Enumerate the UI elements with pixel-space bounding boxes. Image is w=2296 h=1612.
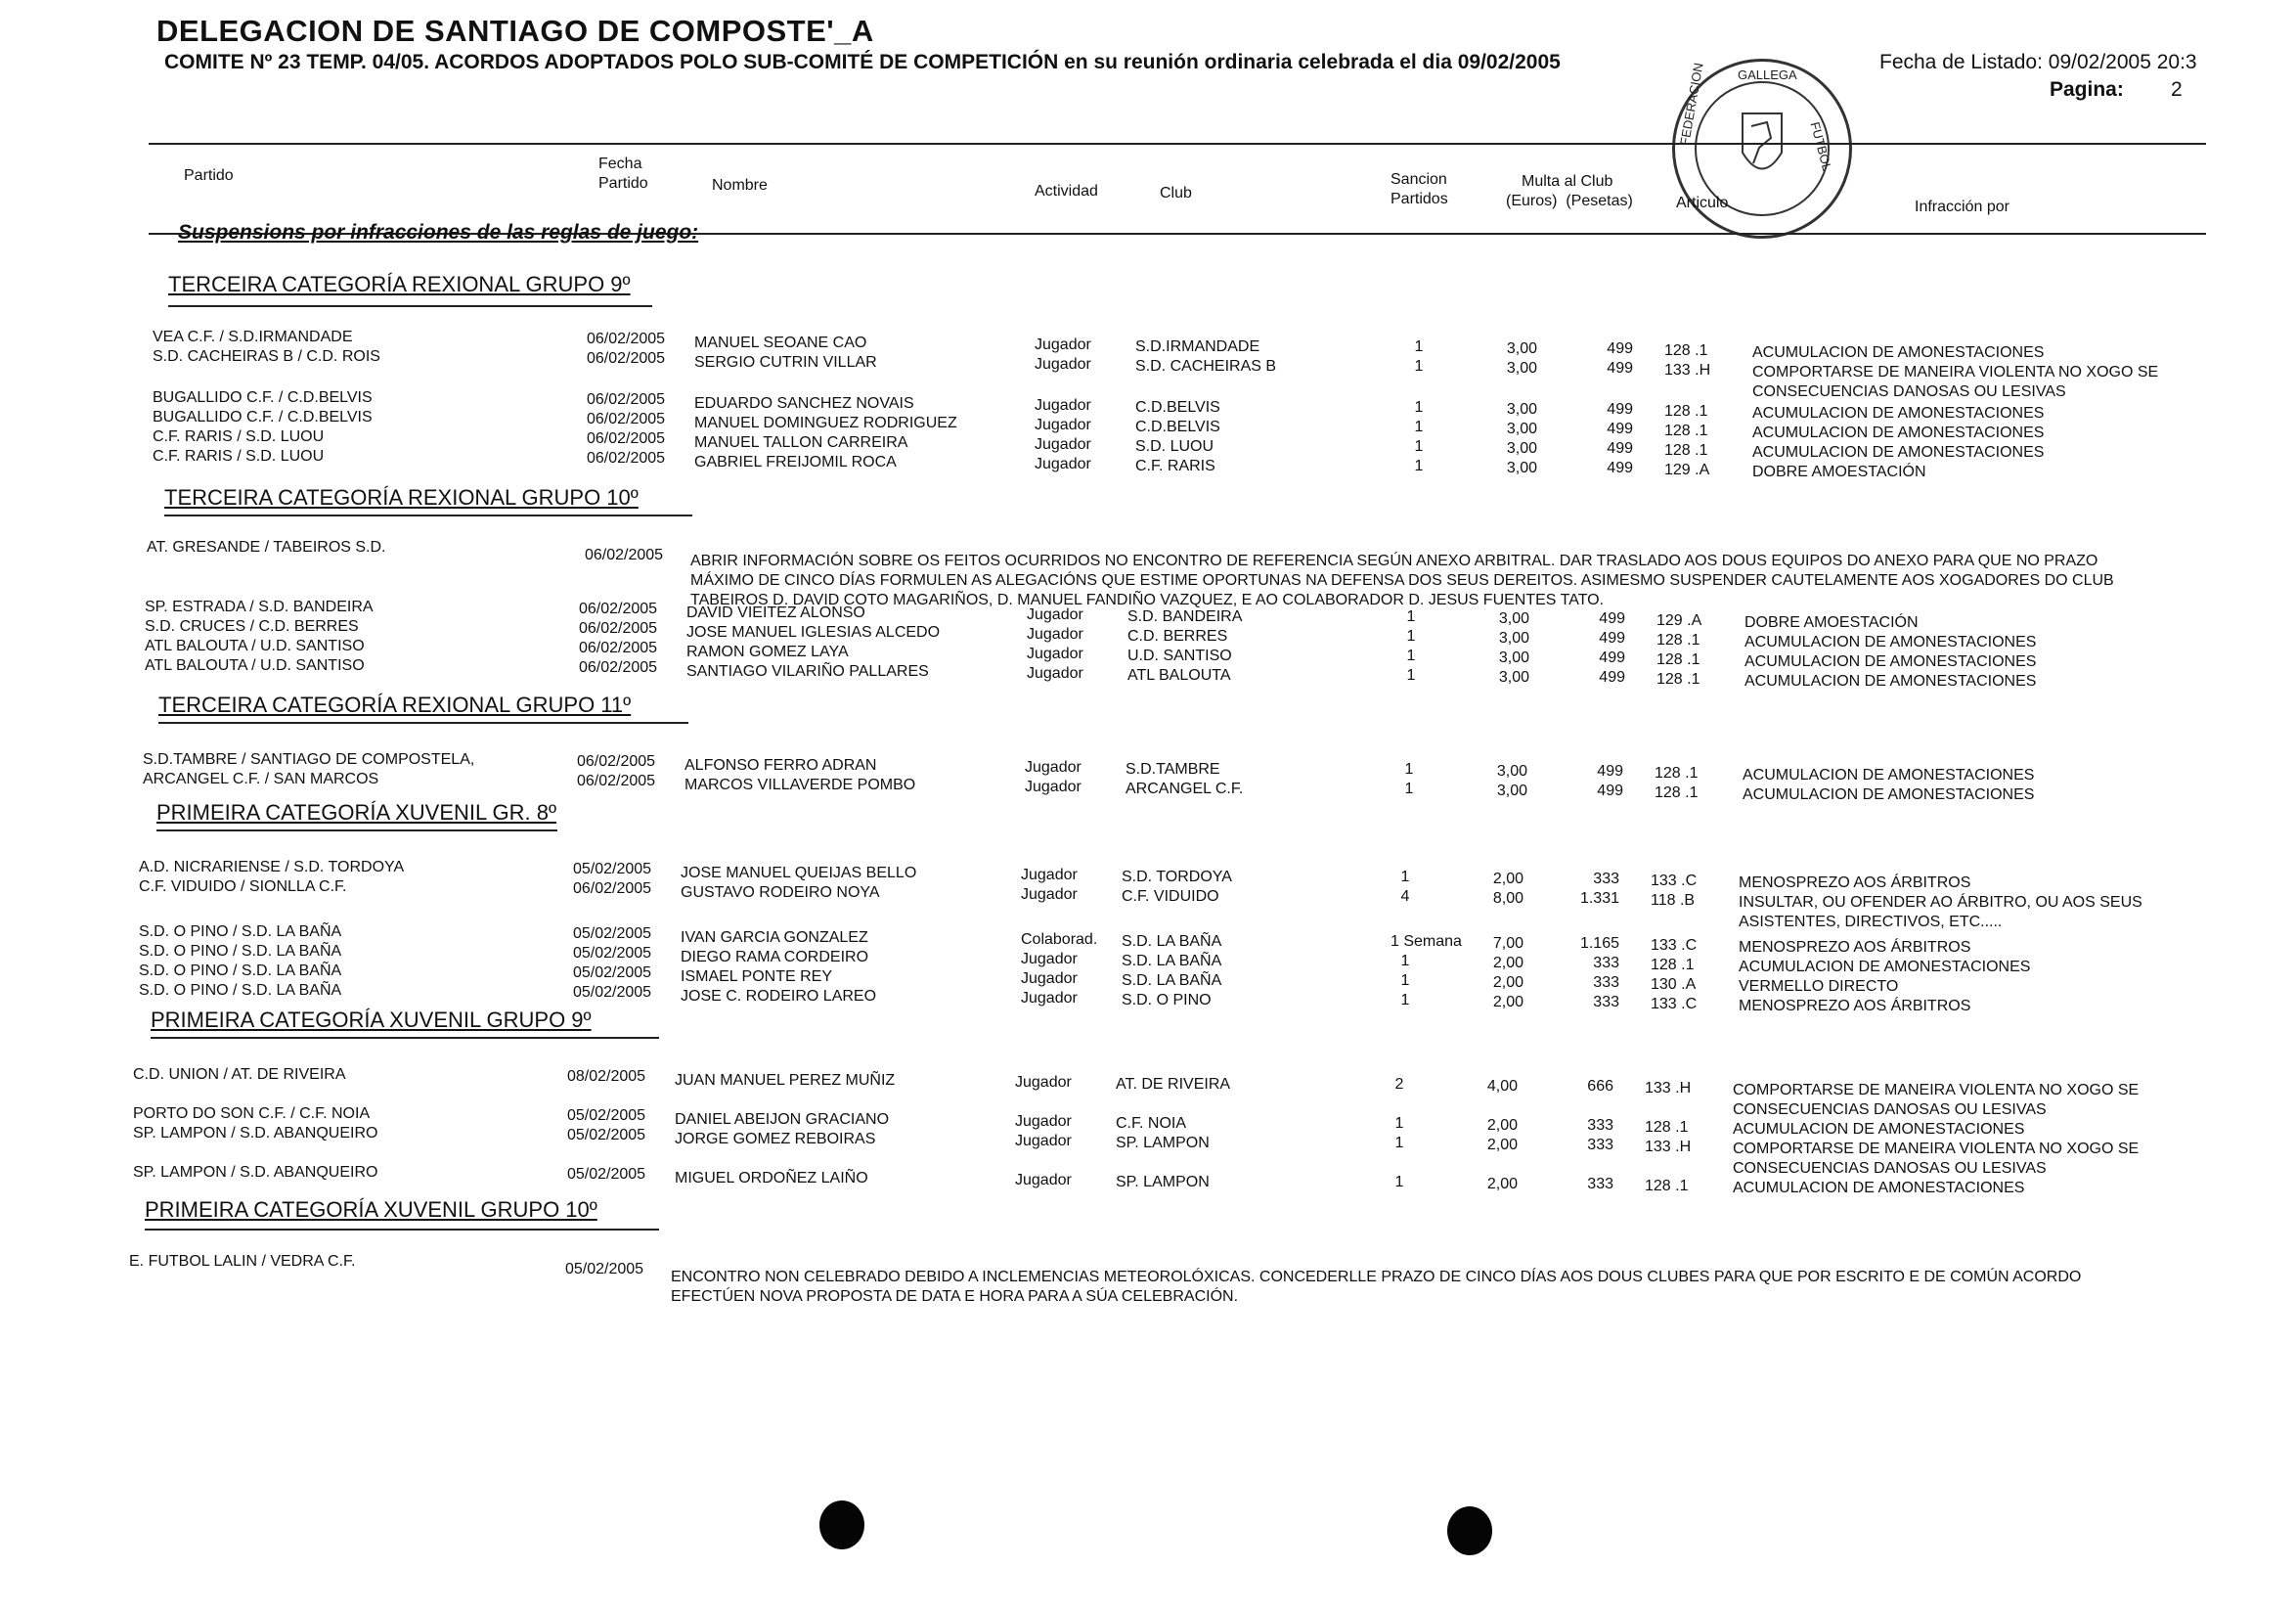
note-line: TABEIROS D. DAVID COTO MAGARIÑOS, D. MANUEL FANDIÑO VAZQUEZ, E AO COLABORADOR D. JESUS FUENTES TATO. — [690, 592, 1605, 608]
row-infraccion: VERMELLO DIRECTO — [1739, 978, 1899, 995]
row-fecha: 06/02/2005 — [579, 659, 658, 676]
row-actividad: Jugador — [1021, 951, 1078, 967]
row-actividad: Jugador — [1015, 1133, 1072, 1149]
note-line: ENCONTRO NON CELEBRADO DEBIDO A INCLEMENCIAS METEOROLÓXICAS. CONCEDERLLE PRAZO DE CINCO DÍAS AOS DOUS CLUBES PARA QUE POR ESCRITO E DE COMÚN ACORDO — [671, 1269, 2082, 1285]
row-fecha: 06/02/2005 — [579, 640, 658, 656]
row-fecha: 05/02/2005 — [573, 984, 652, 1001]
row-sancion: 1 — [1406, 667, 1416, 684]
row-multa-pesetas: 499 — [1599, 610, 1625, 627]
row-sancion: 1 — [1400, 869, 1410, 885]
row-sancion: 1 — [1406, 628, 1416, 645]
row-nombre: GUSTAVO RODEIRO NOYA — [681, 884, 880, 901]
row-multa-euros: 2,00 — [1492, 955, 1523, 971]
row-articulo: 128 .1 — [1655, 765, 1699, 782]
row-articulo: 128 .1 — [1645, 1119, 1689, 1136]
row-multa-pesetas: 499 — [1599, 630, 1625, 647]
section-title-rule — [168, 305, 652, 307]
row-infraccion: MENOSPREZO AOS ÁRBITROS — [1739, 939, 1971, 956]
section-title-rule — [145, 1229, 659, 1231]
note-partido: AT. GRESANDE / TABEIROS S.D. — [147, 539, 386, 556]
row-multa-pesetas: 499 — [1597, 763, 1623, 780]
row-multa-pesetas: 499 — [1599, 669, 1625, 686]
row-partido: ARCANGEL C.F. / SAN MARCOS — [143, 771, 379, 787]
row-infraccion-continued: CONSECUENCIAS DANOSAS OU LESIVAS — [1733, 1101, 2047, 1118]
row-multa-euros: 2,00 — [1486, 1137, 1518, 1153]
row-sancion: 1 — [1414, 358, 1424, 375]
row-fecha: 05/02/2005 — [573, 945, 652, 962]
row-articulo: 118 .B — [1651, 892, 1696, 909]
row-nombre: MANUEL TALLON CARREIRA — [694, 434, 908, 451]
row-club: U.D. SANTISO — [1127, 648, 1232, 664]
row-partido: BUGALLIDO C.F. / C.D.BELVIS — [153, 389, 373, 406]
row-actividad: Jugador — [1015, 1172, 1072, 1188]
row-infraccion: ACUMULACION DE AMONESTACIONES — [1743, 786, 2035, 803]
row-partido: S.D. CRUCES / C.D. BERRES — [145, 618, 359, 635]
stamp-text-top: GALLEGA — [1738, 67, 1797, 82]
row-sancion: 1 — [1414, 438, 1424, 455]
row-actividad: Jugador — [1035, 336, 1091, 353]
row-sancion: 1 Semana — [1391, 933, 1462, 950]
row-partido: S.D. O PINO / S.D. LA BAÑA — [139, 943, 342, 960]
row-multa-euros: 3,00 — [1506, 460, 1537, 476]
row-infraccion: ACUMULACION DE AMONESTACIONES — [1752, 405, 2045, 422]
row-multa-pesetas: 499 — [1597, 783, 1623, 799]
row-sancion: 2 — [1394, 1076, 1404, 1093]
row-club: SP. LAMPON — [1116, 1174, 1210, 1190]
row-sancion: 4 — [1400, 888, 1410, 905]
row-infraccion: ACUMULACION DE AMONESTACIONES — [1733, 1121, 2025, 1138]
col-actividad: Actividad — [1035, 183, 1098, 200]
row-club: C.D.BELVIS — [1135, 399, 1220, 416]
row-multa-euros: 3,00 — [1496, 783, 1527, 799]
row-partido: C.F. RARIS / S.D. LUOU — [153, 428, 325, 445]
document-title: DELEGACION DE SANTIAGO DE COMPOSTE'_A — [156, 14, 874, 48]
row-partido: C.F. RARIS / S.D. LUOU — [153, 448, 325, 465]
row-multa-pesetas: 333 — [1587, 1137, 1613, 1153]
row-multa-pesetas: 499 — [1607, 460, 1633, 476]
row-club: SP. LAMPON — [1116, 1135, 1210, 1151]
row-club: S.D. CACHEIRAS B — [1135, 358, 1277, 375]
row-partido: BUGALLIDO C.F. / C.D.BELVIS — [153, 409, 373, 425]
row-multa-pesetas: 499 — [1607, 340, 1633, 357]
row-club: C.F. RARIS — [1135, 458, 1215, 474]
row-nombre: ALFONSO FERRO ADRAN — [684, 757, 877, 774]
row-fecha: 08/02/2005 — [567, 1068, 646, 1085]
row-sancion: 1 — [1400, 992, 1410, 1008]
row-actividad: Jugador — [1027, 665, 1083, 682]
row-nombre: MANUEL DOMINGUEZ RODRIGUEZ — [694, 415, 957, 431]
row-partido: S.D.TAMBRE / SANTIAGO DE COMPOSTELA, — [143, 751, 475, 768]
row-infraccion: INSULTAR, OU OFENDER AO ÁRBITRO, OU AOS SEUS — [1739, 894, 2142, 911]
row-fecha: 05/02/2005 — [567, 1127, 646, 1143]
row-multa-pesetas: 666 — [1587, 1078, 1613, 1095]
row-club: S.D. O PINO — [1122, 992, 1212, 1008]
row-infraccion-continued: ASISTENTES, DIRECTIVOS, ETC..... — [1739, 914, 2003, 930]
row-sancion: 1 — [1404, 781, 1414, 797]
row-articulo: 133 .C — [1651, 996, 1698, 1012]
row-fecha: 05/02/2005 — [567, 1166, 646, 1183]
row-infraccion: ACUMULACION DE AMONESTACIONES — [1744, 673, 2037, 690]
row-fecha: 06/02/2005 — [579, 620, 658, 637]
row-actividad: Colaborad. — [1021, 931, 1098, 948]
row-fecha: 06/02/2005 — [577, 753, 656, 770]
col-sancion-1: Sancion — [1391, 171, 1447, 188]
row-partido: C.F. VIDUIDO / SIONLLA C.F. — [139, 878, 347, 895]
row-partido: S.D. O PINO / S.D. LA BAÑA — [139, 963, 342, 979]
page-number: 2 — [2171, 78, 2183, 101]
row-multa-pesetas: 333 — [1593, 994, 1619, 1010]
row-infraccion: ACUMULACION DE AMONESTACIONES — [1743, 767, 2035, 784]
row-infraccion: DOBRE AMOESTACIÓN — [1744, 614, 1919, 631]
row-multa-pesetas: 333 — [1587, 1176, 1613, 1192]
punch-hole — [819, 1500, 864, 1549]
row-multa-euros: 2,00 — [1486, 1176, 1518, 1192]
row-multa-euros: 3,00 — [1506, 340, 1537, 357]
row-nombre: EDUARDO SANCHEZ NOVAIS — [694, 395, 914, 412]
row-infraccion: ACUMULACION DE AMONESTACIONES — [1752, 344, 2045, 361]
row-articulo: 128 .1 — [1664, 342, 1708, 359]
row-articulo: 133 .C — [1651, 873, 1698, 889]
row-fecha: 06/02/2005 — [587, 350, 666, 367]
row-sancion: 1 — [1414, 458, 1424, 474]
note-partido: E. FUTBOL LALIN / VEDRA C.F. — [129, 1253, 356, 1270]
row-partido: S.D. O PINO / S.D. LA BAÑA — [139, 923, 342, 940]
col-multa-1: Multa al Club — [1522, 173, 1613, 190]
row-club: S.D. LA BAÑA — [1122, 972, 1222, 989]
row-infraccion: MENOSPREZO AOS ÁRBITROS — [1739, 998, 1971, 1014]
row-fecha: 06/02/2005 — [579, 601, 658, 617]
suspensions-title: Suspensions por infracciones de las reglas de juego: — [178, 221, 699, 244]
section-title-rule — [164, 515, 692, 516]
row-multa-euros: 3,00 — [1506, 401, 1537, 418]
row-articulo: 128 .1 — [1664, 423, 1708, 439]
row-infraccion: MENOSPREZO AOS ÁRBITROS — [1739, 874, 1971, 891]
row-partido: ATL BALOUTA / U.D. SANTISO — [145, 638, 365, 654]
row-actividad: Jugador — [1035, 417, 1091, 433]
row-nombre: JORGE GOMEZ REBOIRAS — [675, 1131, 876, 1147]
row-articulo: 128 .1 — [1656, 651, 1700, 668]
col-partido: Partido — [184, 167, 234, 184]
row-sancion: 1 — [1414, 399, 1424, 416]
row-club: C.F. VIDUIDO — [1122, 888, 1219, 905]
row-multa-pesetas: 499 — [1607, 401, 1633, 418]
row-infraccion: COMPORTARSE DE MANEIRA VIOLENTA NO XOGO SE — [1733, 1141, 2140, 1157]
section-title-rule — [158, 722, 688, 724]
row-sancion: 1 — [1404, 761, 1414, 778]
row-actividad: Jugador — [1015, 1074, 1072, 1091]
row-infraccion: DOBRE AMOESTACIÓN — [1752, 464, 1926, 480]
row-nombre: DANIEL ABEIJON GRACIANO — [675, 1111, 890, 1128]
row-club: S.D. BANDEIRA — [1127, 608, 1243, 625]
row-fecha: 06/02/2005 — [573, 880, 652, 897]
row-multa-euros: 3,00 — [1506, 421, 1537, 437]
row-club: C.F. NOIA — [1116, 1115, 1187, 1132]
row-multa-pesetas: 1.165 — [1579, 935, 1619, 952]
row-fecha: 06/02/2005 — [587, 411, 666, 427]
section-title: TERCEIRA CATEGORÍA REXIONAL GRUPO 11º — [158, 693, 632, 717]
row-infraccion: ACUMULACION DE AMONESTACIONES — [1744, 653, 2037, 670]
col-infraccion: Infracción por — [1915, 199, 2009, 215]
row-fecha: 06/02/2005 — [587, 450, 666, 467]
row-actividad: Jugador — [1027, 606, 1083, 623]
row-sancion: 1 — [1394, 1115, 1404, 1132]
row-club: C.D.BELVIS — [1135, 419, 1220, 435]
row-sancion: 1 — [1394, 1135, 1404, 1151]
row-sancion: 1 — [1400, 953, 1410, 969]
row-infraccion: ACUMULACION DE AMONESTACIONES — [1752, 444, 2045, 461]
row-multa-pesetas: 499 — [1607, 360, 1633, 377]
row-infraccion: COMPORTARSE DE MANEIRA VIOLENTA NO XOGO SE — [1752, 364, 2159, 381]
row-multa-euros: 7,00 — [1492, 935, 1523, 952]
section-title-rule — [156, 829, 557, 831]
row-fecha: 05/02/2005 — [573, 861, 652, 877]
row-nombre: GABRIEL FREIJOMIL ROCA — [694, 454, 897, 470]
row-articulo: 128 .1 — [1664, 442, 1708, 459]
row-nombre: ISMAEL PONTE REY — [681, 968, 832, 985]
row-partido: S.D. O PINO / S.D. LA BAÑA — [139, 982, 342, 999]
row-articulo: 133 .H — [1645, 1080, 1692, 1097]
row-partido: ATL BALOUTA / U.D. SANTISO — [145, 657, 365, 674]
row-infraccion: ACUMULACION DE AMONESTACIONES — [1739, 959, 2031, 975]
section-title: TERCEIRA CATEGORÍA REXIONAL GRUPO 9º — [168, 272, 631, 296]
row-partido: S.D. CACHEIRAS B / C.D. ROIS — [153, 348, 380, 365]
row-nombre: DIEGO RAMA CORDEIRO — [681, 949, 869, 965]
row-fecha: 06/02/2005 — [587, 331, 666, 347]
row-articulo: 128 .1 — [1656, 632, 1700, 649]
row-articulo: 129 .A — [1656, 612, 1702, 629]
section-title: PRIMEIRA CATEGORÍA XUVENIL GRUPO 10º — [145, 1197, 597, 1222]
row-club: S.D.IRMANDADE — [1135, 338, 1260, 355]
col-fecha-2: Partido — [598, 175, 648, 192]
row-sancion: 1 — [1400, 972, 1410, 989]
row-sancion: 1 — [1406, 648, 1416, 664]
row-actividad: Jugador — [1027, 646, 1083, 662]
row-partido: PORTO DO SON C.F. / C.F. NOIA — [133, 1105, 371, 1122]
row-actividad: Jugador — [1035, 436, 1091, 453]
row-nombre: SANTIAGO VILARIÑO PALLARES — [686, 663, 929, 680]
row-club: C.D. BERRES — [1127, 628, 1228, 645]
row-infraccion-continued: CONSECUENCIAS DANOSAS OU LESIVAS — [1752, 383, 2066, 400]
row-fecha: 06/02/2005 — [577, 773, 656, 789]
row-actividad: Jugador — [1021, 990, 1078, 1007]
col-fecha-1: Fecha — [598, 156, 642, 172]
col-sancion-2: Partidos — [1391, 191, 1448, 207]
row-multa-euros: 3,00 — [1506, 440, 1537, 457]
row-articulo: 133 .H — [1664, 362, 1711, 379]
document-subtitle: COMITE Nº 23 TEMP. 04/05. ACORDOS ADOPTADOS POLO SUB-COMITÉ DE COMPETICIÓN en su reunión ordinaria celebrada el dia 09/02/2005 — [164, 51, 1561, 73]
col-nombre: Nombre — [712, 177, 768, 194]
col-multa-2: (Euros) (Pesetas) — [1506, 193, 1633, 209]
row-partido: VEA C.F. / S.D.IRMANDADE — [153, 329, 353, 345]
row-partido: A.D. NICRARIENSE / S.D. TORDOYA — [139, 859, 405, 875]
row-multa-euros: 2,00 — [1492, 974, 1523, 991]
row-infraccion: ACUMULACION DE AMONESTACIONES — [1752, 425, 2045, 441]
row-sancion: 1 — [1414, 419, 1424, 435]
row-club: AT. DE RIVEIRA — [1116, 1076, 1231, 1093]
row-partido: SP. LAMPON / S.D. ABANQUEIRO — [133, 1125, 378, 1142]
row-club: S.D. LA BAÑA — [1122, 953, 1222, 969]
row-articulo: 128 .1 — [1656, 671, 1700, 688]
table-row — [145, 657, 2198, 696]
note-fecha: 05/02/2005 — [565, 1261, 644, 1277]
row-sancion: 1 — [1414, 338, 1424, 355]
row-multa-pesetas: 499 — [1599, 649, 1625, 666]
row-multa-euros: 2,00 — [1492, 871, 1523, 887]
table-row — [153, 448, 2206, 487]
row-multa-euros: 4,00 — [1486, 1078, 1518, 1095]
row-infraccion: COMPORTARSE DE MANEIRA VIOLENTA NO XOGO SE — [1733, 1082, 2140, 1098]
row-multa-euros: 3,00 — [1506, 360, 1537, 377]
row-club: ARCANGEL C.F. — [1126, 781, 1244, 797]
row-actividad: Jugador — [1025, 779, 1082, 795]
listing-date: Fecha de Listado: 09/02/2005 20:3 — [1879, 51, 2197, 73]
stamp-text-left: FEDERACION — [1677, 62, 1706, 147]
section-title: PRIMEIRA CATEGORÍA XUVENIL GRUPO 9º — [151, 1008, 592, 1032]
row-multa-euros: 3,00 — [1496, 763, 1527, 780]
row-multa-euros: 3,00 — [1498, 669, 1529, 686]
row-club: S.D. TORDOYA — [1122, 869, 1232, 885]
row-articulo: 133 .C — [1651, 937, 1698, 954]
row-club: ATL BALOUTA — [1127, 667, 1231, 684]
col-club: Club — [1160, 185, 1192, 202]
row-multa-euros: 2,00 — [1492, 994, 1523, 1010]
row-actividad: Jugador — [1025, 759, 1082, 776]
row-nombre: JUAN MANUEL PEREZ MUÑIZ — [675, 1072, 896, 1089]
row-multa-pesetas: 1.331 — [1579, 890, 1619, 907]
row-actividad: Jugador — [1021, 970, 1078, 987]
row-multa-euros: 3,00 — [1498, 630, 1529, 647]
row-nombre: JOSE C. RODEIRO LAREO — [681, 988, 877, 1005]
row-nombre: JOSE MANUEL IGLESIAS ALCEDO — [686, 624, 941, 641]
table-row — [139, 878, 2192, 930]
row-multa-euros: 8,00 — [1492, 890, 1523, 907]
row-sancion: 1 — [1406, 608, 1416, 625]
row-sancion: 1 — [1394, 1174, 1404, 1190]
row-infraccion-continued: CONSECUENCIAS DANOSAS OU LESIVAS — [1733, 1160, 2047, 1177]
row-multa-euros: 3,00 — [1498, 610, 1529, 627]
note-line: MÁXIMO DE CINCO DÍAS FORMULEN AS ALEGACIÓNS QUE ESTIME OPORTUNAS NA DEFENSA DOS SEUS DEREITOS. ASIMESMO SUSPENDER CAUTELAMENTE AOS XOGADORES DO CLUB — [690, 572, 2114, 589]
row-articulo: 128 .1 — [1645, 1178, 1689, 1194]
row-club: S.D.TAMBRE — [1126, 761, 1220, 778]
row-multa-pesetas: 333 — [1593, 871, 1619, 887]
note-line: ABRIR INFORMACIÓN SOBRE OS FEITOS OCURRIDOS NO ENCONTRO DE REFERENCIA SEGÚN ANEXO ARBITRAL. DAR TRASLADO AOS DOUS EQUIPOS DO ANEXO PARA QUE NO PRAZO — [690, 553, 2098, 569]
row-partido: C.D. UNION / AT. DE RIVEIRA — [133, 1066, 346, 1083]
row-nombre: MARCOS VILLAVERDE POMBO — [684, 777, 916, 793]
row-actividad: Jugador — [1021, 886, 1078, 903]
section-title-rule — [151, 1037, 659, 1039]
row-nombre: RAMON GOMEZ LAYA — [686, 644, 849, 660]
row-actividad: Jugador — [1027, 626, 1083, 643]
row-nombre: JOSE MANUEL QUEIJAS BELLO — [681, 865, 917, 881]
row-multa-euros: 3,00 — [1498, 649, 1529, 666]
row-club: S.D. LA BAÑA — [1122, 933, 1222, 950]
row-multa-pesetas: 499 — [1607, 440, 1633, 457]
row-infraccion: ACUMULACION DE AMONESTACIONES — [1744, 634, 2037, 650]
row-fecha: 06/02/2005 — [587, 430, 666, 447]
row-fecha: 05/02/2005 — [573, 925, 652, 942]
row-articulo: 130 .A — [1651, 976, 1697, 993]
row-nombre: DAVID VIEITEZ ALONSO — [686, 604, 865, 621]
row-articulo: 128 .1 — [1651, 957, 1695, 973]
row-nombre: IVAN GARCIA GONZALEZ — [681, 929, 868, 946]
row-multa-pesetas: 333 — [1593, 974, 1619, 991]
row-articulo: 128 .1 — [1655, 784, 1699, 801]
section-title: PRIMEIRA CATEGORÍA XUVENIL GR. 8º — [156, 800, 557, 825]
row-nombre: MIGUEL ORDOÑEZ LAIÑO — [675, 1170, 868, 1187]
row-articulo: 133 .H — [1645, 1139, 1692, 1155]
row-multa-pesetas: 333 — [1593, 955, 1619, 971]
row-actividad: Jugador — [1035, 456, 1091, 472]
row-nombre: MANUEL SEOANE CAO — [694, 335, 867, 351]
note-fecha: 06/02/2005 — [585, 547, 664, 563]
stamp-text-right: FUTBOL — [1807, 120, 1835, 173]
row-club: S.D. LUOU — [1135, 438, 1214, 455]
note-line: EFECTÚEN NOVA PROPOSTA DE DATA E HORA PARA A SÚA CELEBRACIÓN. — [671, 1288, 1239, 1305]
row-actividad: Jugador — [1021, 867, 1078, 883]
row-fecha: 06/02/2005 — [587, 391, 666, 408]
section-title: TERCEIRA CATEGORÍA REXIONAL GRUPO 10º — [164, 485, 639, 510]
row-articulo: 129 .A — [1664, 462, 1710, 478]
row-actividad: Jugador — [1035, 397, 1091, 414]
row-actividad: Jugador — [1035, 356, 1091, 373]
row-fecha: 05/02/2005 — [573, 964, 652, 981]
row-multa-euros: 2,00 — [1486, 1117, 1518, 1134]
row-fecha: 05/02/2005 — [567, 1107, 646, 1124]
row-infraccion: ACUMULACION DE AMONESTACIONES — [1733, 1180, 2025, 1196]
row-actividad: Jugador — [1015, 1113, 1072, 1130]
col-articulo: Articulo — [1676, 195, 1729, 211]
table-row — [133, 1125, 2186, 1177]
row-partido: SP. ESTRADA / S.D. BANDEIRA — [145, 599, 374, 615]
page-label: Pagina: — [2050, 78, 2124, 101]
row-multa-pesetas: 499 — [1607, 421, 1633, 437]
row-multa-pesetas: 333 — [1587, 1117, 1613, 1134]
row-nombre: SERGIO CUTRIN VILLAR — [694, 354, 877, 371]
punch-hole — [1447, 1506, 1492, 1555]
row-partido: SP. LAMPON / S.D. ABANQUEIRO — [133, 1164, 378, 1181]
row-articulo: 128 .1 — [1664, 403, 1708, 420]
